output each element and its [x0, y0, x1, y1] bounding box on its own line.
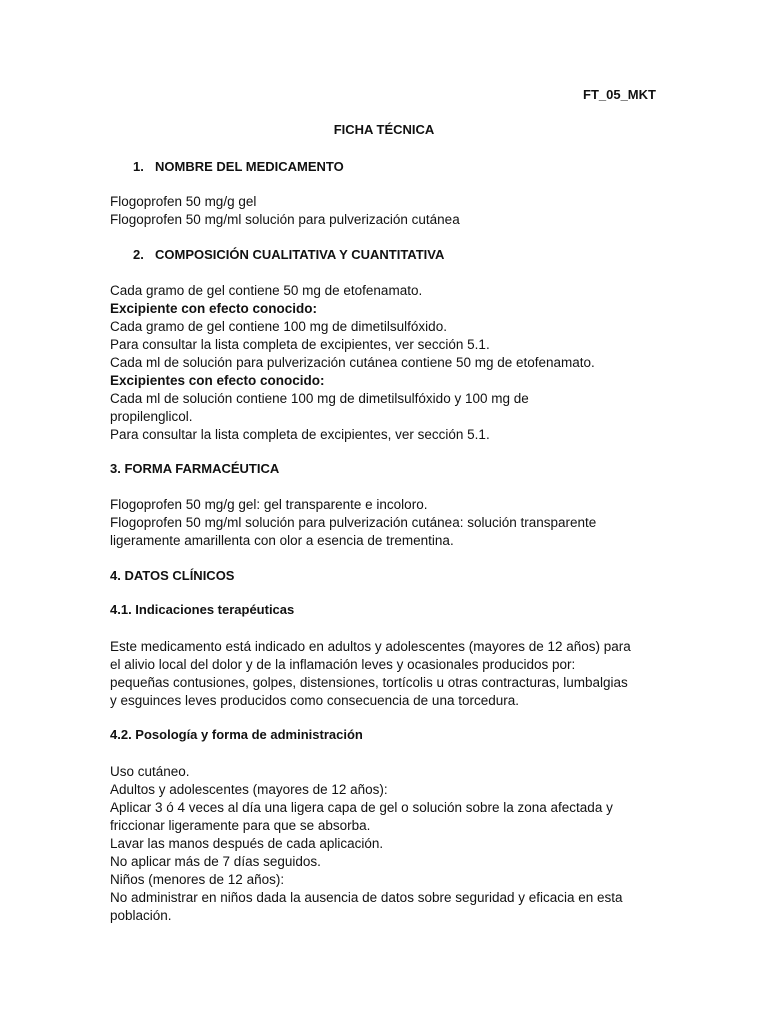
section-4-2-heading: 4.2. Posología y forma de administración: [110, 727, 363, 742]
body-line: Lavar las manos después de cada aplicación.: [110, 836, 384, 851]
section-3-body: [110, 496, 670, 550]
body-line: propilenglicol.: [110, 409, 193, 424]
body-line: Para consultar la lista completa de excipientes, ver sección 5.1.: [110, 427, 490, 442]
section-2-title: COMPOSICIÓN CUALITATIVA Y CUANTITATIVA: [155, 247, 445, 262]
body-line: población.: [110, 908, 172, 923]
section-4-heading: 4. DATOS CLÍNICOS: [110, 568, 235, 583]
document-title: [0, 122, 768, 137]
body-line: y esguinces leves producidos como consecuencia de una torcedura.: [110, 693, 519, 708]
section-3-heading: 3. FORMA FARMACÉUTICA: [110, 461, 280, 476]
body-line: Aplicar 3 ó 4 veces al día una ligera capa de gel o solución sobre la zona afectada y: [110, 800, 613, 815]
body-line-bold: Excipiente con efecto conocido:: [110, 301, 318, 316]
section-2-heading: [133, 247, 444, 262]
body-line: Adultos y adolescentes (mayores de 12 años):: [110, 782, 388, 797]
body-line: friccionar ligeramente para que se absorba.: [110, 818, 371, 833]
section-1-heading: [133, 159, 344, 174]
body-line: Cada gramo de gel contiene 50 mg de etofenamato.: [110, 283, 423, 298]
section-1-title: NOMBRE DEL MEDICAMENTO: [155, 159, 344, 174]
body-line: Cada gramo de gel contiene 100 mg de dimetilsulfóxido.: [110, 319, 447, 334]
body-line: Flogoprofen 50 mg/g gel: [110, 194, 257, 209]
body-line: Uso cutáneo.: [110, 764, 190, 779]
section-4-1-body: [110, 638, 670, 710]
section-1-body: [110, 193, 670, 229]
section-2-body: [110, 282, 670, 444]
body-line: Flogoprofen 50 mg/ml solución para pulverización cutánea: solución transparente: [110, 515, 597, 530]
body-line: Niños (menores de 12 años):: [110, 872, 285, 887]
body-line: Para consultar la lista completa de excipientes, ver sección 5.1.: [110, 337, 490, 352]
body-line: ligeramente amarillenta con olor a esencia de trementina.: [110, 533, 454, 548]
document-code: FT_05_MKT: [583, 87, 656, 102]
body-line-bold: Excipientes con efecto conocido:: [110, 373, 325, 388]
section-2-number: 2.: [133, 247, 144, 262]
section-4-2-body: [110, 763, 670, 925]
body-line: pequeñas contusiones, golpes, distensiones, tortícolis u otras contracturas, lumbalgias: [110, 675, 628, 690]
body-line: Este medicamento está indicado en adultos y adolescentes (mayores de 12 años) para: [110, 639, 631, 654]
body-line: el alivio local del dolor y de la inflamación leves y ocasionales producidos por:: [110, 657, 576, 672]
body-line: Cada ml de solución para pulverización cutánea contiene 50 mg de etofenamato.: [110, 355, 595, 370]
body-line: Cada ml de solución contiene 100 mg de dimetilsulfóxido y 100 mg de: [110, 391, 529, 406]
document-title-text: FICHA TÉCNICA: [333, 122, 435, 137]
body-line: Flogoprofen 50 mg/ml solución para pulverización cutánea: [110, 212, 460, 227]
section-1-number: 1.: [133, 159, 144, 174]
section-4-1-heading: 4.1. Indicaciones terapéuticas: [110, 602, 295, 617]
body-line: Flogoprofen 50 mg/g gel: gel transparente e incoloro.: [110, 497, 428, 512]
body-line: No aplicar más de 7 días seguidos.: [110, 854, 321, 869]
body-line: No administrar en niños dada la ausencia de datos sobre seguridad y eficacia en esta: [110, 890, 623, 905]
